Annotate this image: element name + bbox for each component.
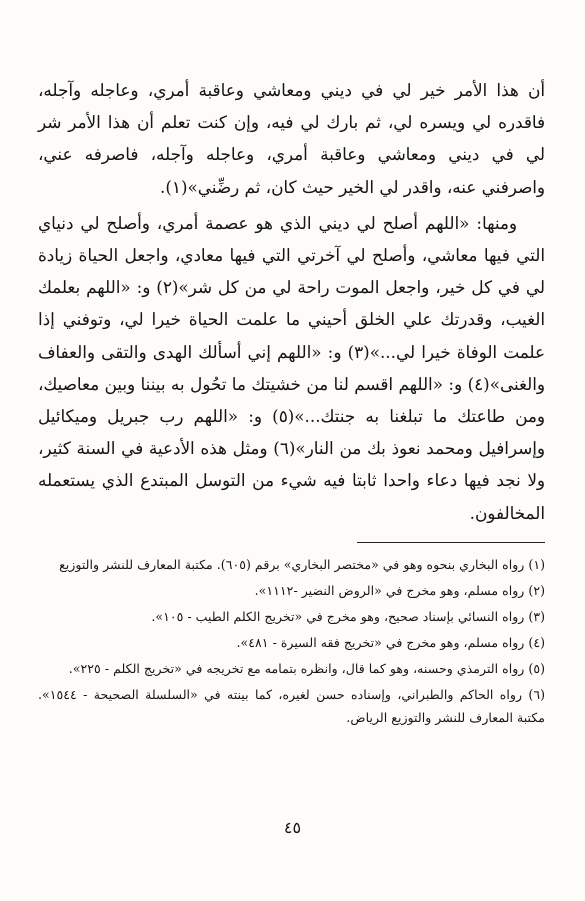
paragraph-1: أن هذا الأمر خير لي في ديني ومعاشي وعاقبة أمري، وعاجله وآجله، فاقدره لي ويسره لي، ثم بارك لي فيه، وإن كنت تعلم أن هذا الأمر شر لي في ديني ومعاشي وعاقبة أمري، وعاجله وآجله، فاصرفه عني، واصرفني عنه، واقدر لي الخير حيث كان، ثم رضِّني»(١). — [38, 80, 545, 197]
book-page — [38, 74, 545, 861]
main-text — [38, 74, 545, 529]
footnote-5: (٥) رواه الترمذي وحسنه، وهو كما قال، وانظره بتمامه مع تخريجه في «تخريج الكلم - ٢٢٥». — [68, 660, 545, 676]
footnote-3: (٣) رواه النسائي بإسناد صحيح، وهو مخرج في «تخريج الكلم الطيب - ١٠٥». — [151, 608, 545, 624]
footnote-separator — [357, 542, 545, 543]
footnotes — [38, 553, 545, 729]
footnote-2: (٢) رواه مسلم، وهو مخرج في «الروض النضير -١١١٢». — [254, 582, 545, 598]
footnote-4: (٤) رواه مسلم، وهو مخرج في «تخريج فقه السيرة - ٤٨١». — [236, 634, 545, 650]
page-number: ٤٥ — [283, 818, 302, 837]
footnote-1: (١) رواه البخاري بنحوه وهو في «مختصر البخاري» برقم (٦٠٥). مكتبة المعارف للنشر والتوزيع — [59, 556, 545, 572]
paragraph-2: ومنها: «اللهم أصلح لي ديني الذي هو عصمة أمري، وأصلح لي دنياي التي فيها معاشي، وأصلح لي آخرتي التي فيها معادي، واجعل الحياة زيادة لي في كل خير، واجعل الموت راحة لي من كل شر»(٢) و: «اللهم بعلمك الغيب، وقدرتك علي الخلق أحيني ما علمت الحياة خيرا لي، وتوفني إذا علمت الوفاة خيرا لي...»(٣) و: «اللهم إني أسألك الهدى والتقى والعفاف والغنى»(٤) و: «اللهم اقسم لنا من خشيتك ما تحُول به بيننا وبين معاصيك، ومن طاعتك ما تبلغنا به جنتك...»(٥) و: «اللهم رب جبريل وميكائيل وإسرافيل ومحمد نعوذ بك من النار»(٦) ومثل هذه الأدعية في السنة كثير، ولا نجد فيها دعاء واحدا ثابتا فيه شيء من التوسل المبتدع الذي يستعمله المخالفون. — [38, 212, 545, 523]
footnote-6: (٦) رواه الحاكم والطبراني، وإسناده حسن لغيره، كما بينته في «السلسلة الصحيحة - ١٥٤٤». مكتبة المعارف للنشر والتوزيع الرياض. — [38, 686, 545, 725]
